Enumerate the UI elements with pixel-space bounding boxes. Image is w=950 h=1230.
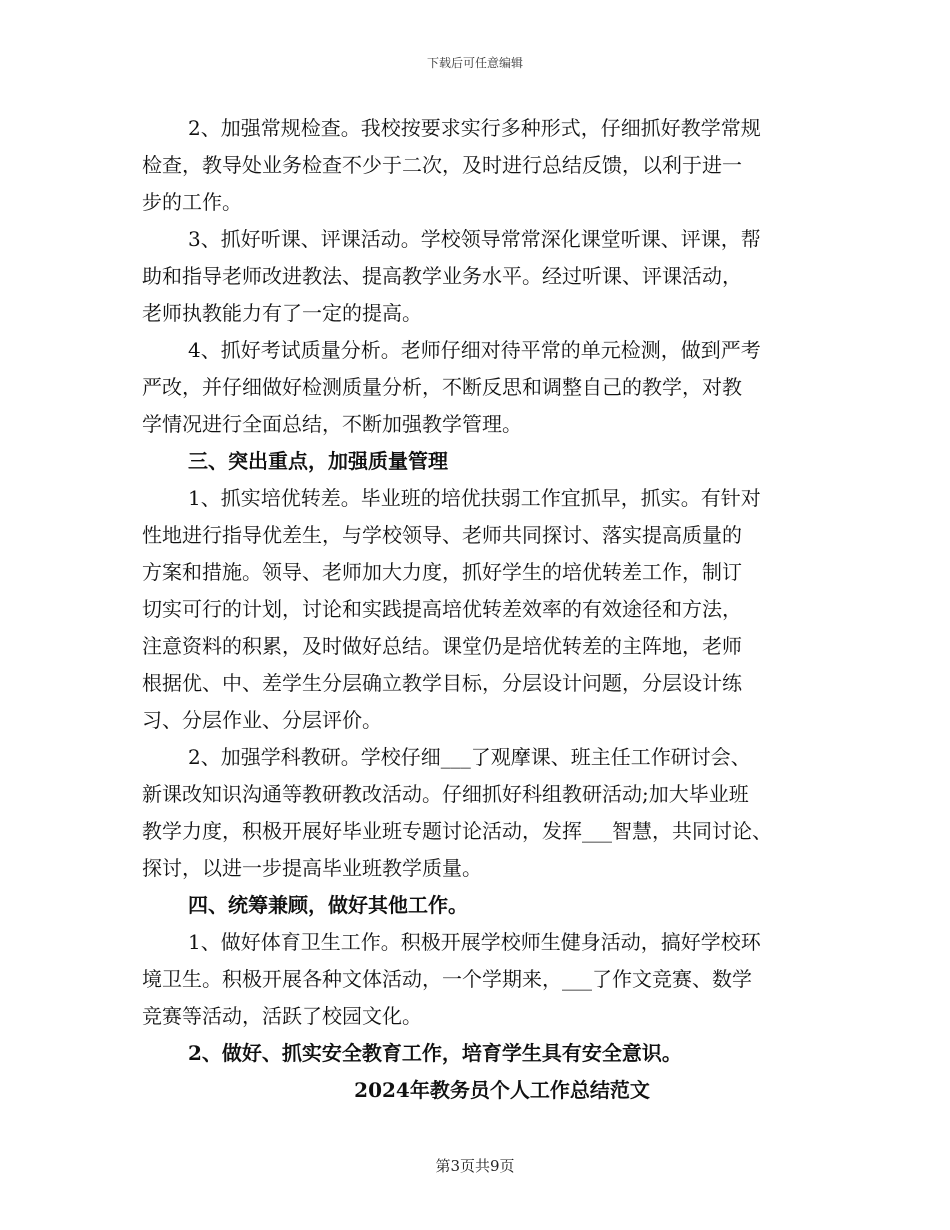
paragraph-line: 步的工作。 (142, 190, 242, 214)
paragraph-line: 助和指导老师改进教法、提高教学业务水平。经过听课、评课活动， (142, 264, 742, 288)
paragraph-line: 1、抓实培优转差。毕业班的培优扶弱工作宜抓早，抓实。有针对 (188, 486, 761, 510)
paragraph-line: 探讨，以进一步提高毕业班教学质量。 (142, 856, 482, 880)
paragraph-line: 根据优、中、差学生分层确立教学目标，分层设计问题，分层设计练 (142, 671, 742, 695)
bold-subheading: 2、做好、抓实安全教育工作，培育学生具有安全意识。 (188, 1041, 682, 1065)
paragraph-line: 新课改知识沟通等教研教改活动。仔细抓好科组教研活动;加大毕业班 (142, 782, 749, 806)
paragraph-line: 学情况进行全面总结，不断加强教学管理。 (142, 412, 522, 436)
paragraph-line: 老师执教能力有了一定的提高。 (142, 301, 422, 325)
paragraph-line: 教学力度，积极开展好毕业班专题讨论活动，发挥___智慧，共同讨论、 (142, 819, 772, 843)
paragraph-line: 注意资料的积累，及时做好总结。课堂仍是培优转差的主阵地，老师 (142, 634, 742, 658)
paragraph-line: 严改，并仔细做好检测质量分析，不断反思和调整自己的教学，对教 (142, 375, 742, 399)
paragraph-line: 2、加强学科教研。学校仔细___了观摩课、班主任工作研讨会、 (188, 745, 751, 769)
paragraph-line: 切实可行的计划，讨论和实践提高培优转差效率的有效途径和方法， (142, 597, 742, 621)
paragraph-line: 性地进行指导优差生，与学校领导、老师共同探讨、落实提高质量的 (142, 523, 742, 547)
paragraph-line: 2、加强常规检查。我校按要求实行多种形式，仔细抓好教学常规 (188, 116, 761, 140)
section-heading: 四、统筹兼顾，做好其他工作。 (188, 893, 468, 917)
paragraph-line: 方案和措施。领导、老师加大力度，抓好学生的培优转差工作，制订 (142, 560, 742, 584)
document-title: 2024年教务员个人工作总结范文 (354, 1078, 650, 1102)
paragraph-line: 检查，教导处业务检查不少于二次，及时进行总结反馈，以利于进一 (142, 153, 742, 177)
paragraph-line: 境卫生。积极开展各种文体活动，一个学期来，___了作文竞赛、数学 (142, 967, 752, 991)
document-body (142, 110, 822, 1109)
paragraph-line: 4、抓好考试质量分析。老师仔细对待平常的单元检测，做到严考 (188, 338, 761, 362)
paragraph-line: 3、抓好听课、评课活动。学校领导常常深化课堂听课、评课，帮 (188, 227, 761, 251)
paragraph-line: 竞赛等活动，活跃了校园文化。 (142, 1004, 422, 1028)
section-heading: 三、突出重点，加强质量管理 (188, 449, 448, 473)
page-header: 下载后可任意编辑 (426, 56, 523, 70)
paragraph-line: 习、分层作业、分层评价。 (142, 708, 382, 732)
page-footer: 第3页共9页 (435, 1157, 515, 1175)
paragraph-line: 1、做好体育卫生工作。积极开展学校师生健身活动，搞好学校环 (188, 930, 761, 954)
